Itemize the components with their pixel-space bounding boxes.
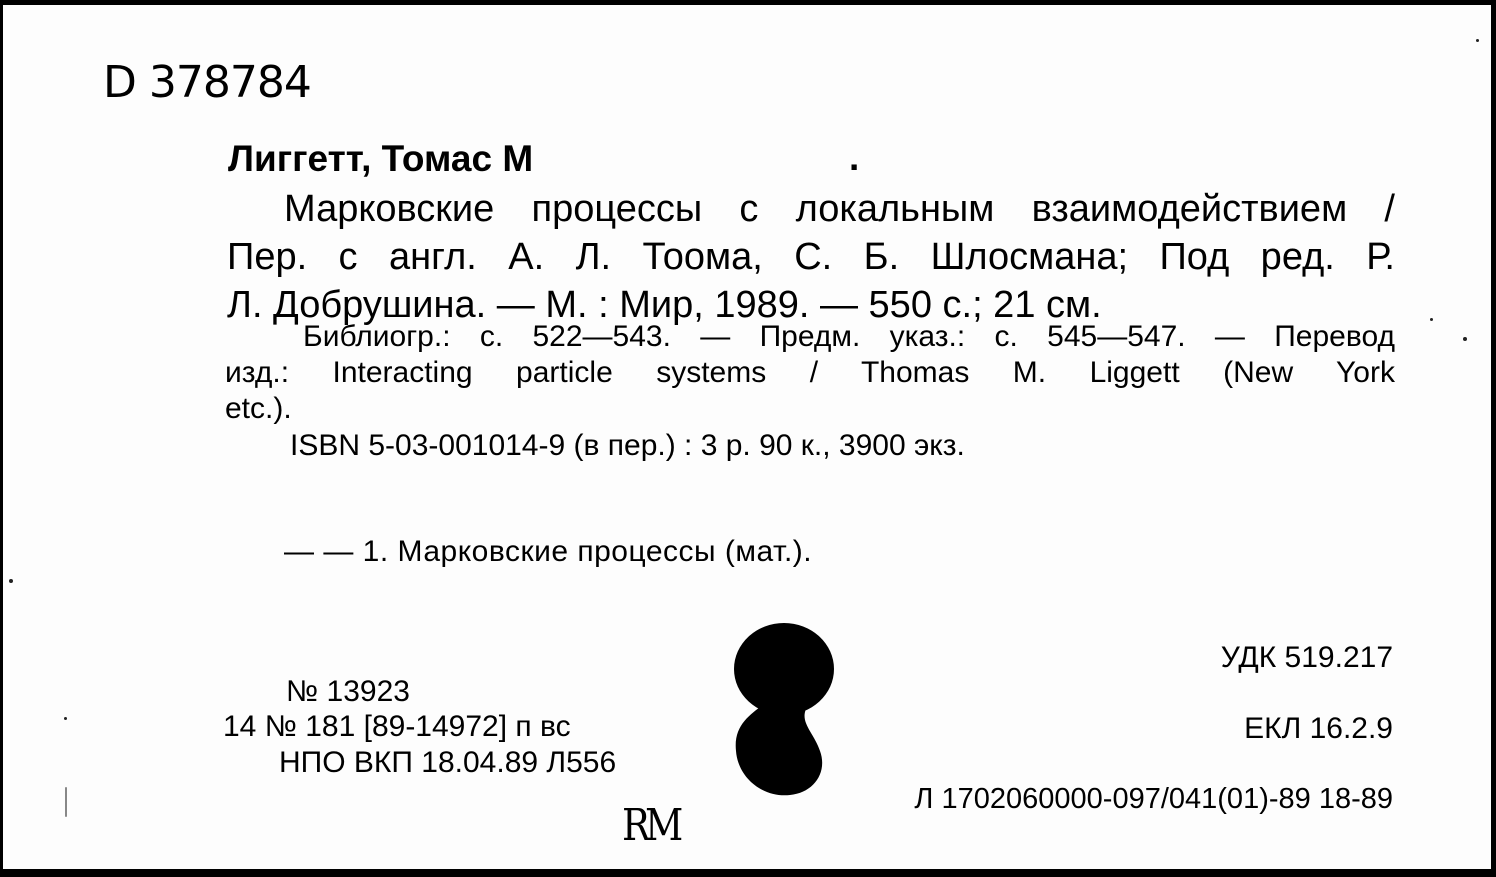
note-line: изд.: Interacting particle systems / Thomas M. Liggett (New York <box>225 356 1395 389</box>
ekl-code: ЕКЛ 16.2.9 <box>1244 712 1393 745</box>
publisher-imprint: НПО ВКП 18.04.89 Л556 <box>279 746 617 779</box>
punch-hole-mark <box>728 623 838 801</box>
speck <box>1463 337 1467 341</box>
speck <box>1430 318 1433 321</box>
call-number: D 378784 <box>103 57 311 108</box>
speck <box>64 717 67 720</box>
speck <box>1476 39 1479 42</box>
author-trailing-dot: . <box>849 137 860 178</box>
subject-heading: — — 1. Марковские процессы (мат.). <box>284 535 813 568</box>
note-line: etc.). <box>225 392 292 425</box>
author-heading: Лиггетт, Томас М <box>228 138 534 179</box>
note-line: Библиогр.: с. 522—543. — Предм. указ.: с. 545—547. — Перевод <box>303 320 1395 353</box>
speck <box>9 579 13 583</box>
notes <box>225 319 1395 427</box>
catalog-card <box>3 5 1491 869</box>
print-order-line: 14 № 181 [89-14972] п вс <box>223 710 571 743</box>
title-statement <box>227 185 1395 329</box>
title-line: Л. Добрушина. — М. : Мир, 1989. — 550 с.; 21 см. <box>227 284 1102 326</box>
udk-code: УДК 519.217 <box>1220 641 1393 674</box>
title-line: Пер. с англ. А. Л. Тоома, С. Б. Шлосмана; Под ред. Р. <box>227 236 1395 278</box>
rm-logo: RM <box>622 800 679 851</box>
order-number: № 13923 <box>286 675 410 708</box>
title-line: Марковские процессы с локальным взаимодействием / <box>284 188 1395 230</box>
isbn-line: ISBN 5-03-001014-9 (в пер.) : 3 р. 90 к., 3900 экз. <box>290 429 965 462</box>
l-number: Л 1702060000-097/041(01)-89 18-89 <box>914 783 1393 815</box>
speck <box>65 787 67 817</box>
